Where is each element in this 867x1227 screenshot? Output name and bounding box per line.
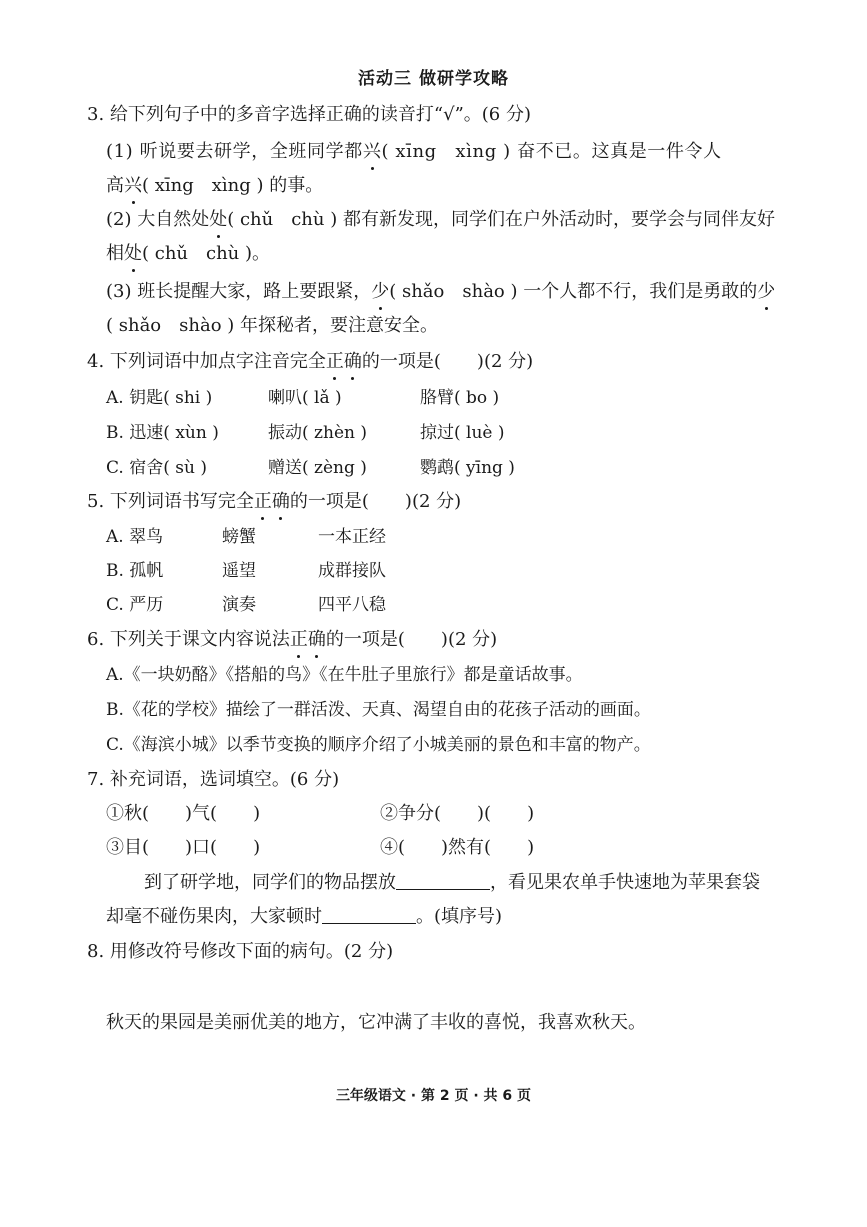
q3-sentence-2a: (2) 大自然处处( chǔ chù ) 都有新发现，同学们在户外活动时，要学会与同伴友好 <box>106 209 775 230</box>
dotted-char: 兴 <box>362 141 382 162</box>
q4-option-a-3: 胳臂( bo ) <box>420 388 500 408</box>
q5-option-b-1: B. 孤帆 <box>106 561 164 581</box>
q4-option-a-1: A. 钥匙( shi ) <box>106 388 213 408</box>
q4-option-b-3: 掠过( luè ) <box>420 423 505 443</box>
q4-option-b-2: 振动( zhèn ) <box>268 423 367 443</box>
answer-blank[interactable] <box>322 905 416 924</box>
q3-sentence-3b: ( shǎo shào ) 年探秘者，要注意安全。 <box>106 315 439 336</box>
q5-option-b-3: 成群接队 <box>318 561 386 581</box>
q5-option-a-1: A. 翠鸟 <box>106 527 164 547</box>
question-8-stem: 8. 用修改符号修改下面的病句。(2 分) <box>87 941 394 962</box>
q6-option-a: A.《一块奶酪》《搭船的鸟》《在牛肚子里旅行》都是童话故事。 <box>106 665 583 685</box>
dotted-char: 确 <box>271 491 290 512</box>
q4-option-b-1: B. 迅速( xùn ) <box>106 423 219 443</box>
dotted-char: 正 <box>289 629 308 650</box>
dotted-char: 正 <box>325 351 344 372</box>
dotted-char: 处 <box>209 209 228 230</box>
page-footer: 三年级语文 · 第 2 页 · 共 6 页 <box>335 1088 532 1104</box>
q3-sentence-2b: 相处( chǔ chù )。 <box>106 243 271 264</box>
q5-option-c-1: C. 严历 <box>106 595 164 615</box>
question-4-stem: 4. 下列词语中加点字注音完全正确的一项是( )(2 分) <box>87 351 534 372</box>
q7-item-1: ①秋( )气( ) <box>106 803 261 824</box>
q3-sentence-1a: (1) 听说要去研学，全班同学都兴( xīng xìng ) 奋不已。这真是一件令人 <box>106 141 722 162</box>
dotted-char: 兴 <box>124 175 142 196</box>
q5-option-c-3: 四平八稳 <box>318 595 386 615</box>
q7-paragraph-line-1: 到了研学地，同学们的物品摆放 ，看见果农单手快速地为苹果套袋 <box>144 872 760 893</box>
answer-blank[interactable] <box>396 871 490 890</box>
question-7-stem: 7. 补充词语，选词填空。(6 分) <box>87 769 340 790</box>
dotted-char: 正 <box>253 491 272 512</box>
dotted-char: 处 <box>124 243 142 264</box>
q5-option-a-3: 一本正经 <box>318 527 386 547</box>
question-3-stem: 3. 给下列句子中的多音字选择正确的读音打“√”。(6 分) <box>87 104 531 125</box>
page-title: 活动三 做研学攻略 <box>358 69 509 89</box>
question-6-stem: 6. 下列关于课文内容说法正确的一项是( )(2 分) <box>87 629 498 650</box>
q7-item-3: ③目( )口( ) <box>106 837 261 858</box>
q7-item-2: ②争分( )( ) <box>380 803 535 824</box>
q7-item-4: ④( )然有( ) <box>380 837 535 858</box>
dotted-char: 少 <box>371 281 390 302</box>
q4-option-c-1: C. 宿舍( sù ) <box>106 458 207 478</box>
q6-option-c: C.《海滨小城》以季节变换的顺序介绍了小城美丽的景色和丰富的物产。 <box>106 735 651 755</box>
dotted-char: 确 <box>307 629 326 650</box>
dotted-char: 确 <box>343 351 362 372</box>
q3-sentence-1b: 高兴( xīng xìng ) 的事。 <box>106 175 324 196</box>
dotted-char: 少 <box>757 281 776 302</box>
q5-option-a-2: 螃蟹 <box>222 527 256 547</box>
q4-option-a-2: 喇叭( lǎ ) <box>268 388 342 408</box>
question-5-stem: 5. 下列词语书写完全正确的一项是( )(2 分) <box>87 491 462 512</box>
q4-option-c-3: 鹦鹉( yīng ) <box>420 458 515 478</box>
q7-paragraph-line-2: 却毫不碰伤果肉，大家顿时 。(填序号) <box>106 906 503 927</box>
q5-option-c-2: 演奏 <box>222 595 256 615</box>
q3-sentence-3a: (3) 班长提醒大家，路上要跟紧，少( shǎo shào ) 一个人都不行，我们是勇敢的少 <box>106 281 776 302</box>
q4-option-c-2: 赠送( zèng ) <box>268 458 367 478</box>
q8-sentence: 秋天的果园是美丽优美的地方，它冲满了丰收的喜悦，我喜欢秋天。 <box>106 1012 646 1033</box>
q6-option-b: B.《花的学校》描绘了一群活泼、天真、渴望自由的花孩子活动的画面。 <box>106 700 651 720</box>
q5-option-b-2: 遥望 <box>222 561 256 581</box>
